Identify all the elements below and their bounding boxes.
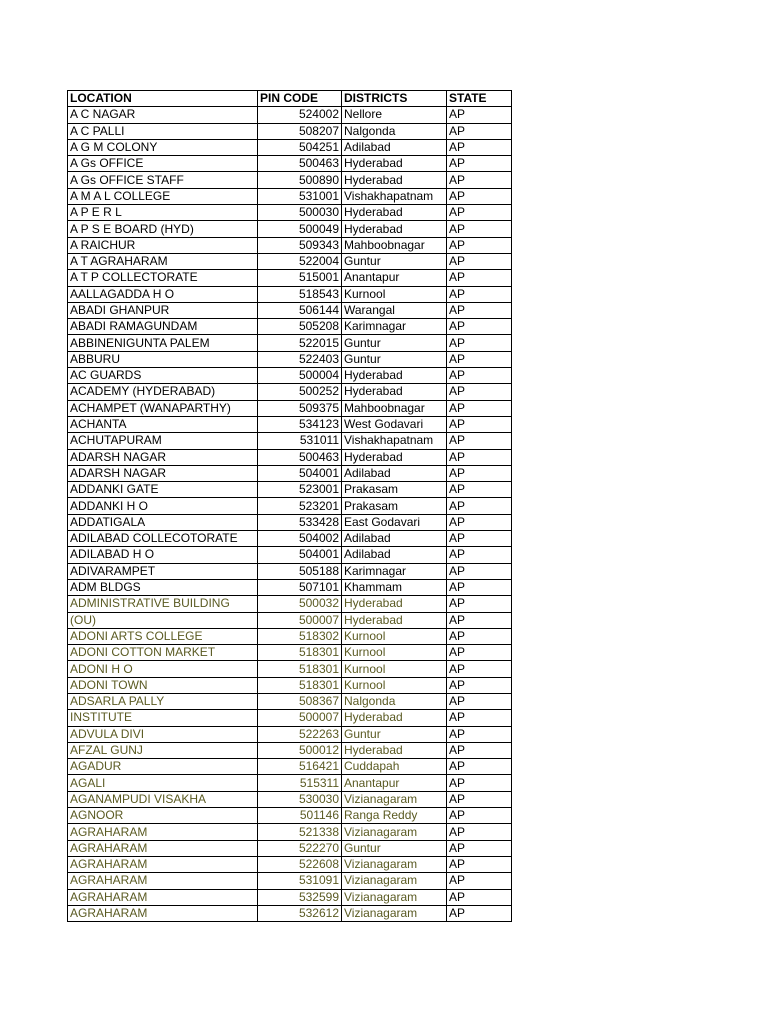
district-cell: Hyderabad	[342, 384, 447, 400]
state-cell: AP	[447, 319, 512, 335]
table-row	[68, 531, 512, 547]
pin-code-cell: 524002	[258, 107, 342, 123]
state-cell: AP	[447, 221, 512, 237]
table-row	[68, 612, 512, 628]
header-location: LOCATION	[68, 91, 258, 107]
state-cell: AP	[447, 628, 512, 644]
table-row	[68, 759, 512, 775]
district-cell: Kurnool	[342, 677, 447, 693]
district-cell: Nellore	[342, 107, 447, 123]
state-cell: AP	[447, 791, 512, 807]
location-cell: ABBURU	[68, 351, 258, 367]
table-row	[68, 302, 512, 318]
pin-code-cell: 531011	[258, 433, 342, 449]
district-cell: Anantapur	[342, 270, 447, 286]
pin-code-cell: 515311	[258, 775, 342, 791]
district-cell: Prakasam	[342, 498, 447, 514]
state-cell: AP	[447, 270, 512, 286]
location-cell: ACHUTAPURAM	[68, 433, 258, 449]
pin-code-cell: 518302	[258, 628, 342, 644]
pin-code-cell: 522270	[258, 840, 342, 856]
state-cell: AP	[447, 808, 512, 824]
district-cell: Kurnool	[342, 645, 447, 661]
location-cell: ADILABAD COLLECOTORATE	[68, 531, 258, 547]
location-cell: A Gs OFFICE	[68, 156, 258, 172]
location-cell: AGRAHARAM	[68, 856, 258, 872]
state-cell: AP	[447, 498, 512, 514]
pin-code-cell: 532612	[258, 905, 342, 921]
state-cell: AP	[447, 368, 512, 384]
pin-code-cell: 506144	[258, 302, 342, 318]
state-cell: AP	[447, 237, 512, 253]
district-cell: Guntur	[342, 726, 447, 742]
table-row	[68, 824, 512, 840]
table-row	[68, 237, 512, 253]
state-cell: AP	[447, 677, 512, 693]
pin-code-cell: 522403	[258, 351, 342, 367]
district-cell: Mahboobnagar	[342, 237, 447, 253]
state-cell: AP	[447, 139, 512, 155]
location-cell: AGRAHARAM	[68, 840, 258, 856]
pin-code-cell: 522608	[258, 856, 342, 872]
location-cell: A M A L COLLEGE	[68, 188, 258, 204]
table-row	[68, 221, 512, 237]
state-cell: AP	[447, 123, 512, 139]
table-row	[68, 416, 512, 432]
state-cell: AP	[447, 889, 512, 905]
location-cell: ACHAMPET (WANAPARTHY)	[68, 400, 258, 416]
location-cell: AGNOOR	[68, 808, 258, 824]
table-row	[68, 400, 512, 416]
pin-code-cell: 500252	[258, 384, 342, 400]
pin-code-cell: 533428	[258, 514, 342, 530]
state-cell: AP	[447, 726, 512, 742]
district-cell: Cuddapah	[342, 759, 447, 775]
location-cell: ADILABAD H O	[68, 547, 258, 563]
state-cell: AP	[447, 482, 512, 498]
location-cell: ADM BLDGS	[68, 579, 258, 595]
pin-code-cell: 509343	[258, 237, 342, 253]
state-cell: AP	[447, 563, 512, 579]
location-cell: AGRAHARAM	[68, 873, 258, 889]
table-row	[68, 514, 512, 530]
district-cell: Guntur	[342, 840, 447, 856]
state-cell: AP	[447, 286, 512, 302]
table-row	[68, 579, 512, 595]
table-row	[68, 677, 512, 693]
table-row	[68, 808, 512, 824]
state-cell: AP	[447, 465, 512, 481]
district-cell: Kurnool	[342, 628, 447, 644]
location-cell: ADDANKI GATE	[68, 482, 258, 498]
pin-code-cell: 504001	[258, 465, 342, 481]
pin-code-cell: 509375	[258, 400, 342, 416]
location-cell: AALLAGADDA H O	[68, 286, 258, 302]
table-row	[68, 205, 512, 221]
state-cell: AP	[447, 205, 512, 221]
district-cell: Vizianagaram	[342, 824, 447, 840]
location-cell: ADONI H O	[68, 661, 258, 677]
location-cell: A T AGRAHARAM	[68, 253, 258, 269]
state-cell: AP	[447, 172, 512, 188]
location-cell: INSTITUTE	[68, 710, 258, 726]
location-cell: A Gs OFFICE STAFF	[68, 172, 258, 188]
state-cell: AP	[447, 156, 512, 172]
district-cell: Adilabad	[342, 531, 447, 547]
pin-code-cell: 505188	[258, 563, 342, 579]
table-row	[68, 253, 512, 269]
location-cell: A C NAGAR	[68, 107, 258, 123]
state-cell: AP	[447, 335, 512, 351]
table-row	[68, 791, 512, 807]
table-row	[68, 645, 512, 661]
location-cell: ACADEMY (HYDERABAD)	[68, 384, 258, 400]
pin-code-cell: 523001	[258, 482, 342, 498]
pin-code-cell: 518301	[258, 661, 342, 677]
location-cell: ABBINENIGUNTA PALEM	[68, 335, 258, 351]
pin-code-cell: 504002	[258, 531, 342, 547]
location-cell: ADARSH NAGAR	[68, 465, 258, 481]
state-cell: AP	[447, 840, 512, 856]
state-cell: AP	[447, 351, 512, 367]
state-cell: AP	[447, 433, 512, 449]
table-row	[68, 384, 512, 400]
district-cell: Vizianagaram	[342, 791, 447, 807]
location-cell: AGALI	[68, 775, 258, 791]
pin-code-cell: 500030	[258, 205, 342, 221]
pin-code-cell: 531091	[258, 873, 342, 889]
state-cell: AP	[447, 759, 512, 775]
district-cell: Vishakhapatnam	[342, 433, 447, 449]
district-cell: Khammam	[342, 579, 447, 595]
table-row	[68, 351, 512, 367]
table-row	[68, 596, 512, 612]
location-cell: ABADI GHANPUR	[68, 302, 258, 318]
state-cell: AP	[447, 612, 512, 628]
pin-code-cell: 531001	[258, 188, 342, 204]
state-cell: AP	[447, 661, 512, 677]
pin-code-cell: 530030	[258, 791, 342, 807]
table-row	[68, 628, 512, 644]
table-row	[68, 889, 512, 905]
district-cell: Vizianagaram	[342, 856, 447, 872]
district-cell: Hyderabad	[342, 612, 447, 628]
district-cell: Vishakhapatnam	[342, 188, 447, 204]
district-cell: Kurnool	[342, 286, 447, 302]
location-cell: AGADUR	[68, 759, 258, 775]
pin-code-cell: 504251	[258, 139, 342, 155]
location-cell: ADONI ARTS COLLEGE	[68, 628, 258, 644]
location-cell: AGANAMPUDI VISAKHA	[68, 791, 258, 807]
state-cell: AP	[447, 905, 512, 921]
state-cell: AP	[447, 547, 512, 563]
district-cell: Hyderabad	[342, 221, 447, 237]
table-row	[68, 482, 512, 498]
district-cell: Vizianagaram	[342, 873, 447, 889]
district-cell: Hyderabad	[342, 368, 447, 384]
district-cell: Guntur	[342, 335, 447, 351]
table-row	[68, 498, 512, 514]
pin-code-cell: 534123	[258, 416, 342, 432]
location-cell: ABADI RAMAGUNDAM	[68, 319, 258, 335]
table-row	[68, 107, 512, 123]
state-cell: AP	[447, 579, 512, 595]
district-cell: Hyderabad	[342, 172, 447, 188]
state-cell: AP	[447, 824, 512, 840]
location-cell: ADARSH NAGAR	[68, 449, 258, 465]
pin-code-cell: 501146	[258, 808, 342, 824]
pin-code-cell: 505208	[258, 319, 342, 335]
location-cell: A P E R L	[68, 205, 258, 221]
table-row	[68, 563, 512, 579]
pin-code-cell: 500890	[258, 172, 342, 188]
pin-code-cell: 522015	[258, 335, 342, 351]
table-row	[68, 449, 512, 465]
district-cell: Karimnagar	[342, 563, 447, 579]
location-cell: A P S E BOARD (HYD)	[68, 221, 258, 237]
pin-code-cell: 500004	[258, 368, 342, 384]
location-cell: AGRAHARAM	[68, 905, 258, 921]
table-row	[68, 286, 512, 302]
table-row	[68, 661, 512, 677]
district-cell: West Godavari	[342, 416, 447, 432]
table-row	[68, 156, 512, 172]
pin-code-cell: 532599	[258, 889, 342, 905]
table-row	[68, 547, 512, 563]
pin-code-cell: 500012	[258, 742, 342, 758]
pin-code-table	[67, 90, 512, 922]
table-row	[68, 840, 512, 856]
district-cell: Nalgonda	[342, 123, 447, 139]
district-cell: East Godavari	[342, 514, 447, 530]
table-row	[68, 188, 512, 204]
header-districts: DISTRICTS	[342, 91, 447, 107]
state-cell: AP	[447, 302, 512, 318]
state-cell: AP	[447, 710, 512, 726]
table-row	[68, 319, 512, 335]
header-row	[68, 91, 512, 107]
location-cell: ADSARLA PALLY	[68, 693, 258, 709]
location-cell: ADONI TOWN	[68, 677, 258, 693]
district-cell: Kurnool	[342, 661, 447, 677]
district-cell: Hyderabad	[342, 449, 447, 465]
state-cell: AP	[447, 742, 512, 758]
table-row	[68, 742, 512, 758]
pin-code-cell: 500007	[258, 612, 342, 628]
table-row	[68, 270, 512, 286]
location-cell: AGRAHARAM	[68, 889, 258, 905]
state-cell: AP	[447, 645, 512, 661]
location-cell: ADDATIGALA	[68, 514, 258, 530]
pin-code-cell: 500007	[258, 710, 342, 726]
location-cell: ADVULA DIVI	[68, 726, 258, 742]
pin-code-cell: 521338	[258, 824, 342, 840]
table-row	[68, 433, 512, 449]
district-cell: Nalgonda	[342, 693, 447, 709]
location-cell: AC GUARDS	[68, 368, 258, 384]
pin-code-cell: 500463	[258, 156, 342, 172]
pin-code-cell: 518301	[258, 645, 342, 661]
state-cell: AP	[447, 107, 512, 123]
location-cell: ADMINISTRATIVE BUILDING	[68, 596, 258, 612]
table-row	[68, 465, 512, 481]
pin-code-cell: 500463	[258, 449, 342, 465]
district-cell: Vizianagaram	[342, 905, 447, 921]
table-row	[68, 856, 512, 872]
table-row	[68, 775, 512, 791]
header-state: STATE	[447, 91, 512, 107]
pin-code-cell: 515001	[258, 270, 342, 286]
state-cell: AP	[447, 449, 512, 465]
pin-code-cell: 522263	[258, 726, 342, 742]
pin-code-cell: 508367	[258, 693, 342, 709]
state-cell: AP	[447, 416, 512, 432]
district-cell: Anantapur	[342, 775, 447, 791]
state-cell: AP	[447, 384, 512, 400]
table-row	[68, 905, 512, 921]
district-cell: Hyderabad	[342, 710, 447, 726]
district-cell: Hyderabad	[342, 205, 447, 221]
district-cell: Hyderabad	[342, 742, 447, 758]
location-cell: ACHANTA	[68, 416, 258, 432]
table-header	[68, 91, 512, 107]
location-cell: A T P COLLECTORATE	[68, 270, 258, 286]
location-cell: A C PALLI	[68, 123, 258, 139]
pin-code-cell: 516421	[258, 759, 342, 775]
table-row	[68, 172, 512, 188]
district-cell: Warangal	[342, 302, 447, 318]
state-cell: AP	[447, 693, 512, 709]
district-cell: Karimnagar	[342, 319, 447, 335]
state-cell: AP	[447, 596, 512, 612]
district-cell: Guntur	[342, 351, 447, 367]
district-cell: Hyderabad	[342, 596, 447, 612]
table-row	[68, 335, 512, 351]
table-row	[68, 139, 512, 155]
district-cell: Vizianagaram	[342, 889, 447, 905]
district-cell: Guntur	[342, 253, 447, 269]
district-cell: Ranga Reddy	[342, 808, 447, 824]
table-row	[68, 368, 512, 384]
location-cell: AFZAL GUNJ	[68, 742, 258, 758]
pin-code-cell: 500032	[258, 596, 342, 612]
district-cell: Prakasam	[342, 482, 447, 498]
table-body	[68, 107, 512, 922]
district-cell: Adilabad	[342, 465, 447, 481]
state-cell: AP	[447, 873, 512, 889]
pin-code-cell: 518543	[258, 286, 342, 302]
table-row	[68, 710, 512, 726]
location-cell: ADONI COTTON MARKET	[68, 645, 258, 661]
state-cell: AP	[447, 400, 512, 416]
location-cell: A G M COLONY	[68, 139, 258, 155]
location-cell: AGRAHARAM	[68, 824, 258, 840]
location-cell: (OU)	[68, 612, 258, 628]
location-cell: ADDANKI H O	[68, 498, 258, 514]
district-cell: Adilabad	[342, 547, 447, 563]
header-pin-code: PIN CODE	[258, 91, 342, 107]
table-row	[68, 873, 512, 889]
table-row	[68, 123, 512, 139]
state-cell: AP	[447, 253, 512, 269]
district-cell: Mahboobnagar	[342, 400, 447, 416]
pin-code-cell: 507101	[258, 579, 342, 595]
table-row	[68, 726, 512, 742]
location-cell: ADIVARAMPET	[68, 563, 258, 579]
table-row	[68, 693, 512, 709]
state-cell: AP	[447, 531, 512, 547]
pin-code-cell: 518301	[258, 677, 342, 693]
state-cell: AP	[447, 856, 512, 872]
location-cell: A RAICHUR	[68, 237, 258, 253]
district-cell: Adilabad	[342, 139, 447, 155]
pin-code-cell: 523201	[258, 498, 342, 514]
pin-code-cell: 504001	[258, 547, 342, 563]
pin-code-cell: 522004	[258, 253, 342, 269]
district-cell: Hyderabad	[342, 156, 447, 172]
state-cell: AP	[447, 514, 512, 530]
pin-code-cell: 500049	[258, 221, 342, 237]
pin-code-cell: 508207	[258, 123, 342, 139]
state-cell: AP	[447, 775, 512, 791]
state-cell: AP	[447, 188, 512, 204]
